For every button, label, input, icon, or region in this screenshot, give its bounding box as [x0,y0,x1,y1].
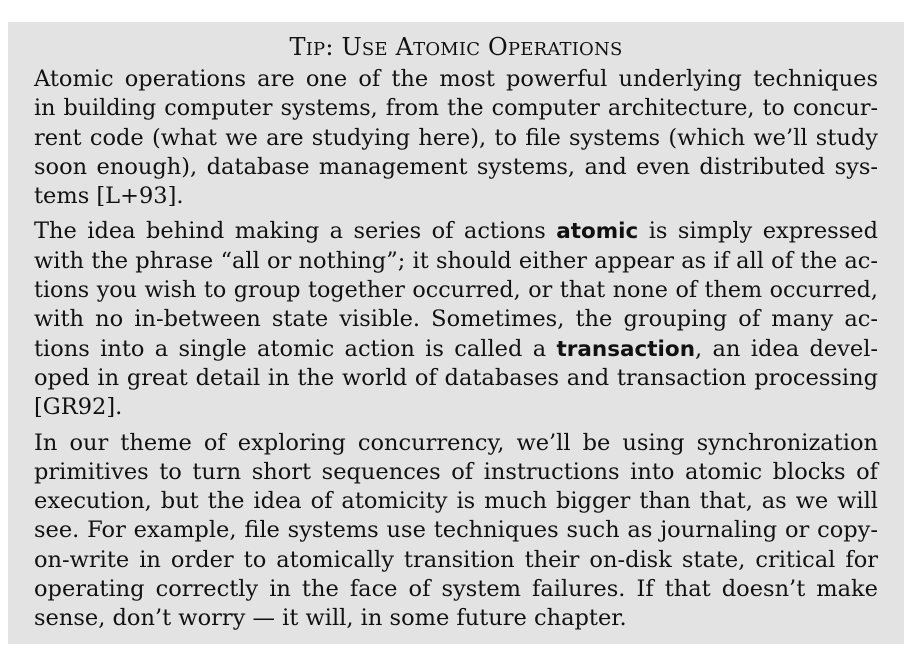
title-part: IP [305,39,326,60]
title-part: T [289,33,306,61]
title-part: O [480,33,508,61]
text-line: oped in great detail in the world of databases and transaction processing [34,364,878,391]
text-line: see. For example, file systems use techniques such as journaling or copy- [34,517,878,544]
text-line: execution, but the idea of atomicity is much bigger than that, as we will [34,488,878,515]
title-part: SE [361,39,388,60]
text-line: with the phrase “all or nothing”; it should either appear as if all of the ac- [34,247,878,274]
text-run: is simply expressed [638,218,878,245]
paragraph-1 [34,65,878,211]
text-line: primitives to turn short sequences of instructions into atomic blocks of [34,458,878,485]
text-line: soon enough), database management systems, and even distributed sys- [34,153,878,180]
title-part: TOMIC [413,39,481,60]
text-line: operating correctly in the face of system failures. If that doesn’t make [34,576,878,603]
text-line: sense, don’t worry — it will, in some future chapter. [34,605,627,632]
text-line: tems [L+93]. [34,183,184,210]
bold-term-atomic: atomic [556,219,639,245]
text-line: in building computer systems, from the computer architecture, to concur- [34,95,878,122]
title-part: A [387,33,414,61]
text-run: tions into a single atomic action is called a [34,335,557,362]
tip-title [34,32,878,65]
text-line [34,217,878,246]
text-line: on-write in order to atomically transition their on-disk state, critical for [34,546,878,573]
paragraph-2 [34,217,878,422]
text-line: In our theme of exploring concurrency, we’ll be using synchronization [34,429,878,456]
text-line: Atomic operations are one of the most powerful underlying techniques [34,66,878,92]
title-part: PERATIONS [507,39,623,60]
text-run: The idea behind making a series of actions [34,218,557,245]
text-line: with no in-between state visible. Sometimes, the grouping of many ac- [34,306,878,333]
text-line: tions you wish to group together occurred, or that none of them occurred, [34,277,878,304]
tip-box [8,22,904,644]
text-line: rent code (what we are studying here), to file systems (which we’ll study [34,124,878,151]
paragraph-3 [34,429,878,634]
text-run: , an idea devel- [695,335,878,362]
text-line [34,335,878,364]
bold-term-transaction: transaction [556,336,696,362]
title-part: : U [325,33,362,61]
text-line: [GR92]. [34,394,123,421]
